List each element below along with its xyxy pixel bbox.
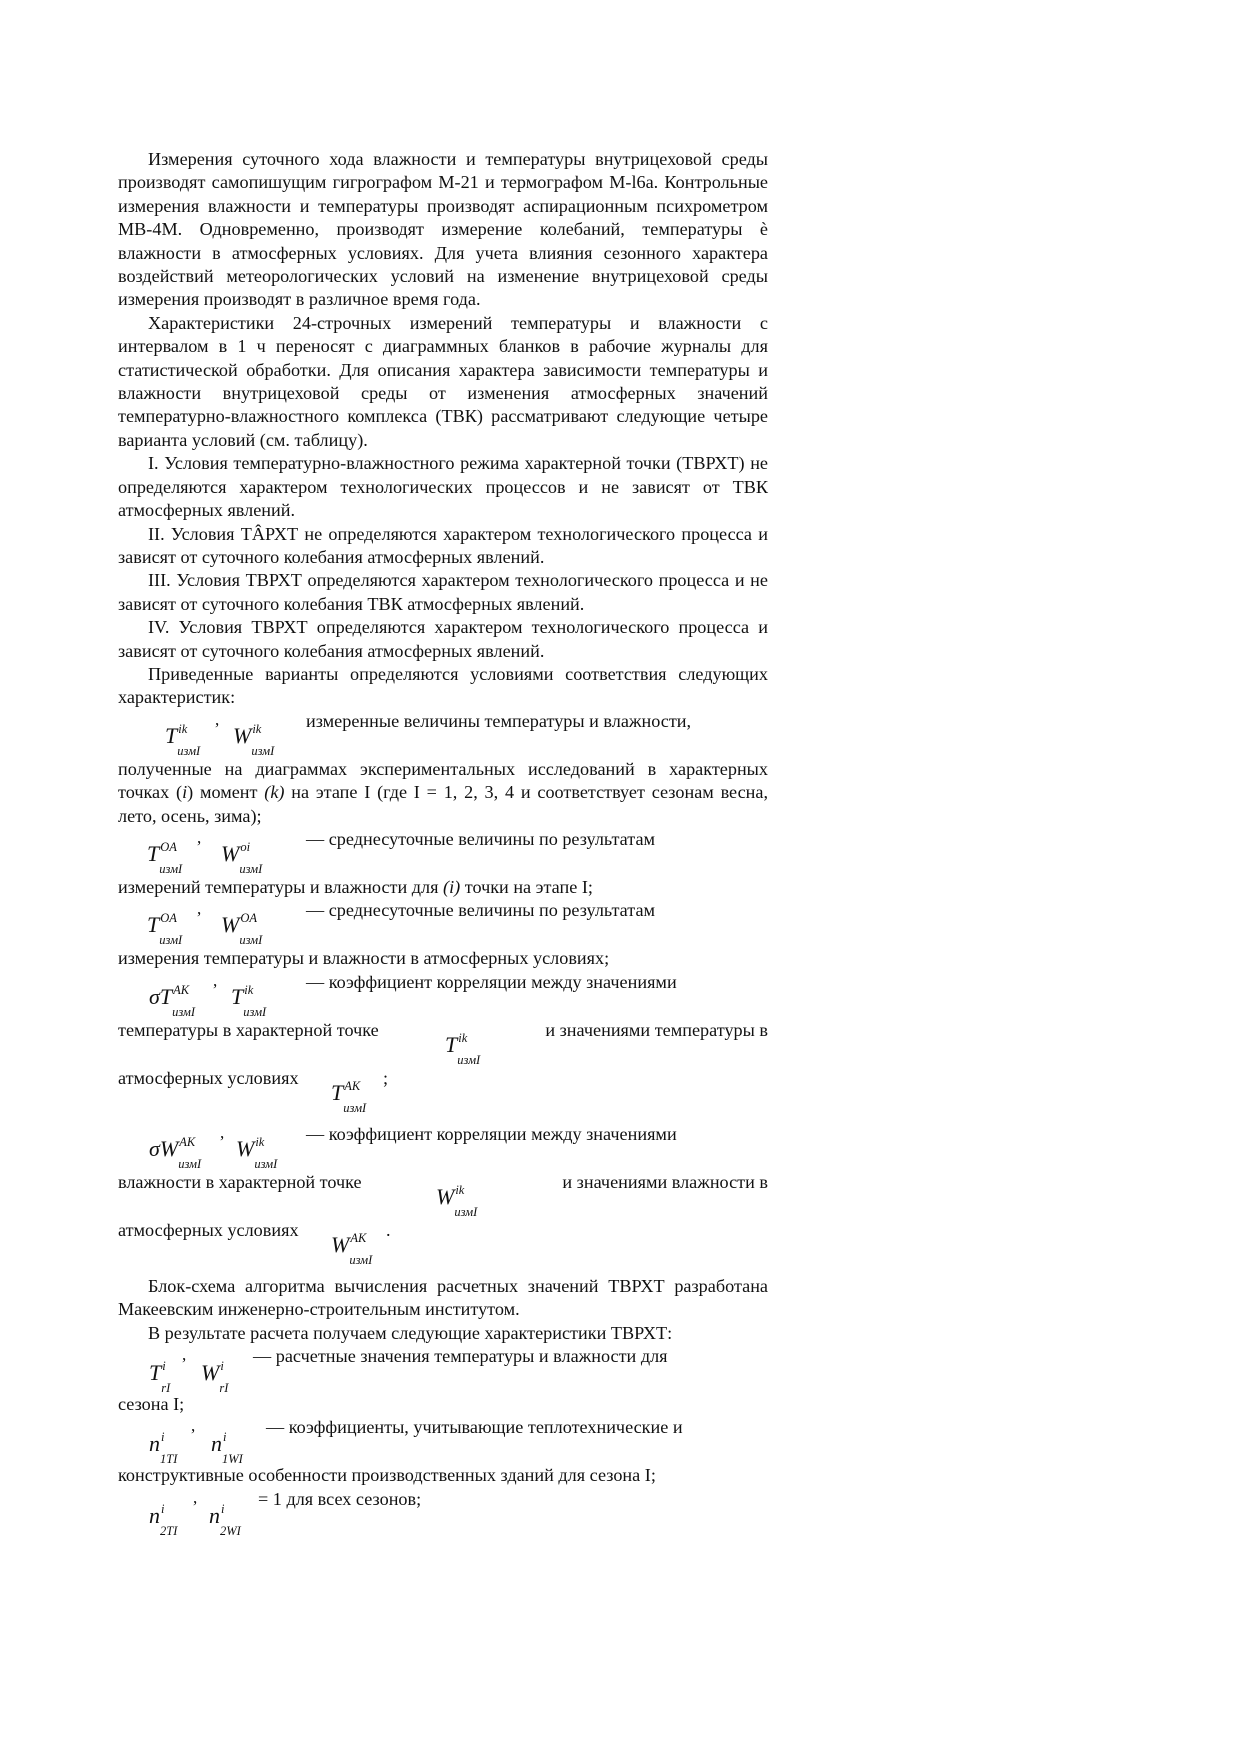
definition-1-body: полученные на диаграммах экспериментальных исследований в характерных точках (i) момент (k) на этапе I (где I = 1, 2, 3, 4 и соответствует сезонам весна, лето, осень, зима); (118, 758, 769, 826)
formula-T-AK: T AK измI (331, 1078, 367, 1115)
result-unit-coefficients (118, 1488, 768, 1536)
definition-4-head: — коэффициент корреляции между значениями (306, 971, 677, 992)
paragraph-7: Приведенные варианты определяются условиями соответствия следующих характеристик: (118, 663, 768, 708)
formula-OA-oi: T OA измI , W oi измI (147, 827, 263, 876)
paragraph-6: IV. Условия ТВРХТ определяются характером технологического процесса и зависят от суточного колебания атмосферных явлений. (118, 617, 768, 661)
result-2-body: конструктивные особенности производственных зданий для сезона I; (118, 1465, 656, 1486)
definition-2-body: измерений температуры и влажности для (i) точки на этапе I; (118, 876, 593, 897)
definition-temperature-correlation (118, 971, 768, 1019)
definition-daily-average-atmospheric (118, 899, 768, 947)
definition-2-head: — среднесуточные величины по результатам (306, 828, 656, 849)
formula-sigma-T: σT AK измI , T ik измI (149, 970, 267, 1019)
result-1-body: сезона I; (118, 1394, 185, 1414)
definition-daily-average-point (118, 828, 768, 876)
document-page (118, 148, 768, 1536)
result-3-head: = 1 для всех сезонов; (258, 1488, 422, 1509)
definition-1-head: измеренные величины температуры и влажности, (306, 710, 692, 731)
formula-sigma-W: σW AK измI , W ik измI (149, 1122, 278, 1171)
definition-5-head: — коэффициент корреляции между значениями (306, 1123, 677, 1144)
result-2-head: — коэффициенты, учитывающие теплотехнические и (266, 1417, 683, 1438)
definition-humidity-correlation (118, 1123, 768, 1171)
definition-4-line2: температуры в характерной точке T ik измI и значениями температуры в (118, 1019, 768, 1067)
paragraph-9: В результате расчета получаем следующие характеристики ТВРХТ: (148, 1322, 673, 1343)
paragraph-8: Блок-схема алгоритма вычисления расчетных значений ТВРХТ разработана Макеевским инженерно-строительным институтом. (118, 1275, 768, 1320)
definition-4-line3: атмосферных условиях T AK измI ; (118, 1067, 389, 1115)
definition-5-line2: влажности в характерной точке W ik измI и значениями влажности в (118, 1171, 768, 1219)
paragraph-5: III. Условия ТВРХТ определяются характером технологического процесса и не зависят от суточного колебания ТВК атмосферных явлений. (118, 570, 768, 614)
paragraph-2: Характеристики 24-строчных измерений температуры и влажности с интервалом в 1 ч переносят с диаграммных бланков в рабочие журналы для статистической обработки. Для описания характера зависимости температуры и влажности внутрицеховой среды от изменения атмосферных значений температурно-влажностного комплекса (ТВК) рассматривают следующие четыре варианта условий (см. таблицу). (118, 312, 768, 450)
result-calculated-values (118, 1345, 768, 1393)
formula-W-AK: W AK измI (331, 1230, 373, 1267)
formula-W-ik: W ik измI (436, 1182, 478, 1219)
definition-3-head: — среднесуточные величины по результатам (306, 900, 656, 921)
formula-T-ik: T ik измI (445, 1030, 481, 1067)
formula-n-1: n i 1TI , n i 1WI (149, 1416, 243, 1467)
result-coefficients (118, 1416, 768, 1467)
paragraph-4: II. Условия ТÂРХТ не определяются характером технологического процесса и зависят от суточного колебания атмосферных явлений. (118, 523, 768, 567)
paragraph-3: I. Условия температурно-влажностного режима характерной точки (ТВРХТ) не определяются характером технологических процессов и не зависят от ТВК атмосферных явлений. (118, 453, 768, 521)
formula-n-2: n i 2TI , n i 2WI (149, 1487, 241, 1538)
formula-OA-OA: T OA измI , W OA измI (147, 899, 263, 948)
formula-measured-T-W: T ik измI , W ik измI (165, 709, 275, 758)
result-1-head: — расчетные значения температуры и влажности для (253, 1346, 668, 1366)
definition-3-body: измерения температуры и влажности в атмосферных условиях; (118, 948, 610, 969)
paragraph-1: Измерения суточного хода влажности и температуры внутрицеховой среды производят самопишущим гигрографом М-21 и термографом М-l6a. Контрольные измерения влажности и температуры производят аспирационным психрометром МВ-4М. Одновременно, производят измерение колебаний, температуры è влажности в атмосферных условиях. Для учета влияния сезонного характера воздействий метеорологических условий на изменение внутрицеховой среды измерения производят в различное время года. (118, 149, 768, 310)
definition-5-line3: атмосферных условиях W AK измI . (118, 1219, 391, 1267)
definition-measured-values (118, 710, 768, 758)
formula-T-W-rI: T i rI , W i rI (149, 1345, 229, 1395)
